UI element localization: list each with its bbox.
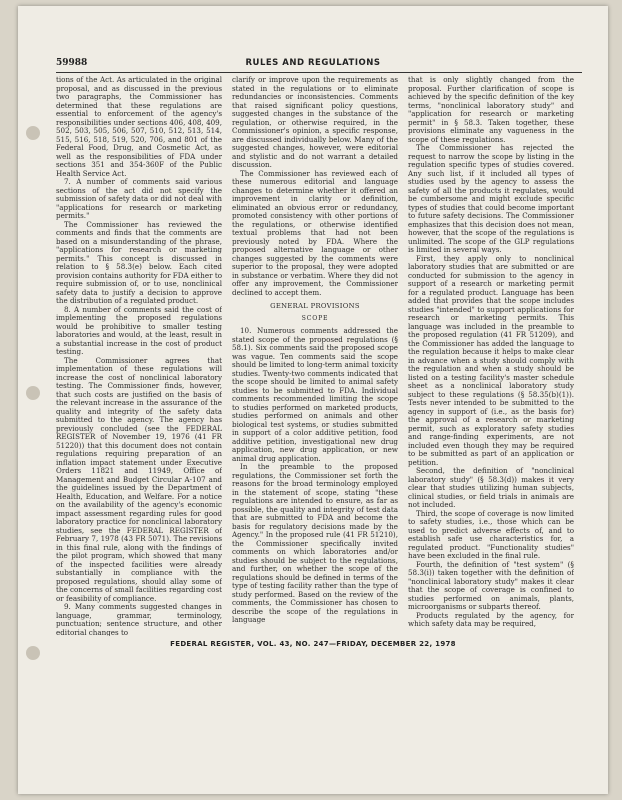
document-page bbox=[18, 6, 608, 794]
header-rule bbox=[56, 72, 582, 73]
paragraph: clarify or improve upon the requirements as stated in the regulations or to eliminate redundancies or inconsistencies. Comments that raised significant policy questions, suggested changes in the substance of the regulation, or otherwise required, in the Commissioner's opinion, a specific response, are discussed individually below. Many of the suggested changes, however, were editorial and stylistic and do not warrant a detailed discussion. bbox=[232, 76, 398, 169]
paragraph: The Commissioner has reviewed each of these numerous editorial and language changes to determine whether it offered an improvement in clarity or definition, eliminated an obvious error or redundancy, promoted consistency with other portions of the regulations, or otherwise identified textual problems that had not been previously noted by FDA. Where the proposed alternative language or other changes suggested by the comments were superior to the proposal, they were adopted in substance or verbatim. Where they did not offer any improvement, the Commissioner declined to accept them. bbox=[232, 168, 398, 297]
paragraph: 7. A number of comments said various sections of the act did not specify the submission of safety data or did not deal with "applications for research or marketing permits." bbox=[56, 177, 222, 220]
paragraph: Third, the scope of coverage is now limited to safety studies, i.e., those which can be used to predict adverse effects of, and to establish safe use characteristics for, a regulated product. "Functionality studies" have been excluded in the final rule. bbox=[408, 508, 574, 560]
paragraph: 9. Many comments suggested changes in language, grammar, terminology, punctuation; sentence structure, and other editorial changes to bbox=[56, 602, 222, 636]
page-number: 59988 bbox=[56, 58, 88, 68]
subsection-heading: SCOPE bbox=[301, 314, 329, 322]
binder-hole bbox=[26, 386, 40, 400]
paragraph: tions of the Act. As articulated in the original proposal, and as discussed in the previous two paragraphs, the Commissioner has determined that these regulations are essential to enforcement of the agency's responsibilities under sections 406, 408, 409, 502, 503, 505, 506, 507, 510, 512, 513, 514, 515, 516, 518, 519, 520, 706, and 801 of the Federal Food, Drug, and Cosmetic Act, as well as the responsibilities of FDA under sections 351 and 354-360F of the Public Health Service Act. bbox=[56, 76, 222, 178]
binder-hole bbox=[26, 646, 40, 660]
paragraph: 10. Numerous comments addressed the stated scope of the proposed regulations (§ 58.1). Six comments said the proposed scope was vague. Ten comments said the scope should be limited to long-term animal toxicity studies. Twenty-two comments indicated that the scope should be limited to animal safety studies to be submitted to FDA. Individual comments recommended limiting the scope to studies performed on marketed products, studies performed on animals and other biological test systems, or studies submitted in support of a color additive petition, food additive petition, investigational new drug application, new drug application, or new animal drug application. bbox=[232, 326, 398, 463]
paragraph: The Commissioner has reviewed the comments and finds that the comments are based on a misunderstanding of the phrase, "applications for research or marketing permits." This concept is discussed in relation to § 58.3(e) below. Each cited provision contains authority for FDA either to require submission of, or to use, nonclinical safety data to justify a decision to approve the distribution of a regulated product. bbox=[56, 219, 222, 305]
paragraph: Products regulated by the agency, for which safety data may be required, bbox=[408, 610, 574, 628]
running-head: RULES AND REGULATIONS bbox=[245, 58, 381, 68]
paragraph: 8. A number of comments said the cost of implementing the proposed regulations would be prohibitive to smaller testing laboratories and would, at the least, result in a substantial increase in the cost of product testing. bbox=[56, 304, 222, 356]
paragraph: that is only slightly changed from the proposal. Further clarification of scope is achieved by the specific definition of the key terms, "nonclinical laboratory study" and "application for research or marketing permit" in § 58.3. Taken together, these provisions eliminate any vagueness in the scope of these regulations. bbox=[408, 76, 574, 144]
footer-citation: FEDERAL REGISTER, VOL. 43, NO. 247—FRIDAY, DECEMBER 22, 1978 bbox=[170, 640, 456, 648]
paragraph: First, they apply only to nonclinical laboratory studies that are submitted or are conducted for submission to the agency in support of a research or marketing permit for a regulated product. Language has been added that provides that the scope includes studies "intended" to support applications for research or marketing permits. This language was included in the preamble to the proposed regulation (41 FR 51209), and the Commissioner has added the language to the regulation because it helps to make clear in advance when a study should comply with the regulation and when a study should be listed on a testing facility's master schedule sheet as a nonclinical laboratory study subject to these regulations (§ 58.35(b)(1)). Tests never intended to be submitted to the agency in support of (i.e., as the basis for) the approval of a research or marketing permit, such as exploratory safety studies and range-finding experiments, are not included even though they may be required to be submitted as part of an application or petition. bbox=[408, 253, 574, 467]
paragraph: Fourth, the definition of "test system" (§ 58.3(i)) taken together with the definition of "nonclinical laboratory study" makes it clear that the scope of coverage is confined to studies performed on animals, plants, microorganisms or subparts thereof. bbox=[408, 559, 574, 611]
section-heading: GENERAL PROVISIONS bbox=[270, 302, 360, 310]
paragraph: The Commissioner has rejected the request to narrow the scope by listing in the regulation specific types of studies covered. Any such list, if it included all types of studies used by the agency to assess the safety of all the products it regulates, would be cumbersome and might exclude specific types of studies that could become important to future safety decisions. The Commissioner emphasizes that this decision does not mean, however, that the scope of the regulations is unlimited. The scope of the GLP regulations is limited in several ways. bbox=[408, 143, 574, 254]
text-column-2 bbox=[232, 76, 398, 636]
text-column-1 bbox=[56, 76, 222, 636]
binder-hole bbox=[26, 126, 40, 140]
text-column-3 bbox=[408, 76, 574, 636]
paragraph: The Commissioner agrees that implementation of these regulations will increase the cost of nonclinical laboratory testing. The Commissioner finds, however, that such costs are justified on the basis of the relevant increase in the assurance of the quality and integrity of the safety data submitted to the agency. The agency has previously concluded (see the FEDERAL REGISTER of November 19, 1976 (41 FR 51220)) that this document does not contain regulations requiring preparation of an inflation impact statement under Executive Orders 11821 and 11949, Office of Management and Budget Circular A-107 and the guidelines issued by the Department of Health, Education, and Welfare. For a notice on the availability of the agency's economic impact assessment regarding rules for good laboratory practice for nonclinical laboratory studies, see the FEDERAL REGISTER of February 7, 1978 (43 FR 5071). The revisions in this final rule, along with the findings of the pilot program, which showed that many of the inspected facilities were already substantially in compliance with the proposed regulations, should allay some of the concerns of small facilities regarding cost or feasibility of compliance. bbox=[56, 355, 222, 603]
paragraph: Second, the definition of "nonclinical laboratory study" (§ 58.3(d)) makes it very clear that studies utilizing human subjects, clinical studies, or field trials in animals are not included. bbox=[408, 466, 574, 509]
paragraph: In the preamble to the proposed regulations, the Commissioner set forth the reasons for the broad terminology employed in the statement of scope, stating "these regulations are intended to ensure, as far as possible, the quality and integrity of test data that are submitted to FDA and become the basis for regulatory decisions made by the Agency." In the proposed rule (41 FR 51210), the Commissioner specifically invited comments on which laboratories and/or studies should be subject to the regulations, and further, on whether the scope of the regulations should be defined in terms of the type of testing facility rather than the type of study performed. Based on the review of the comments, the Commissioner has chosen to describe the scope of the regulations in language bbox=[232, 462, 398, 624]
